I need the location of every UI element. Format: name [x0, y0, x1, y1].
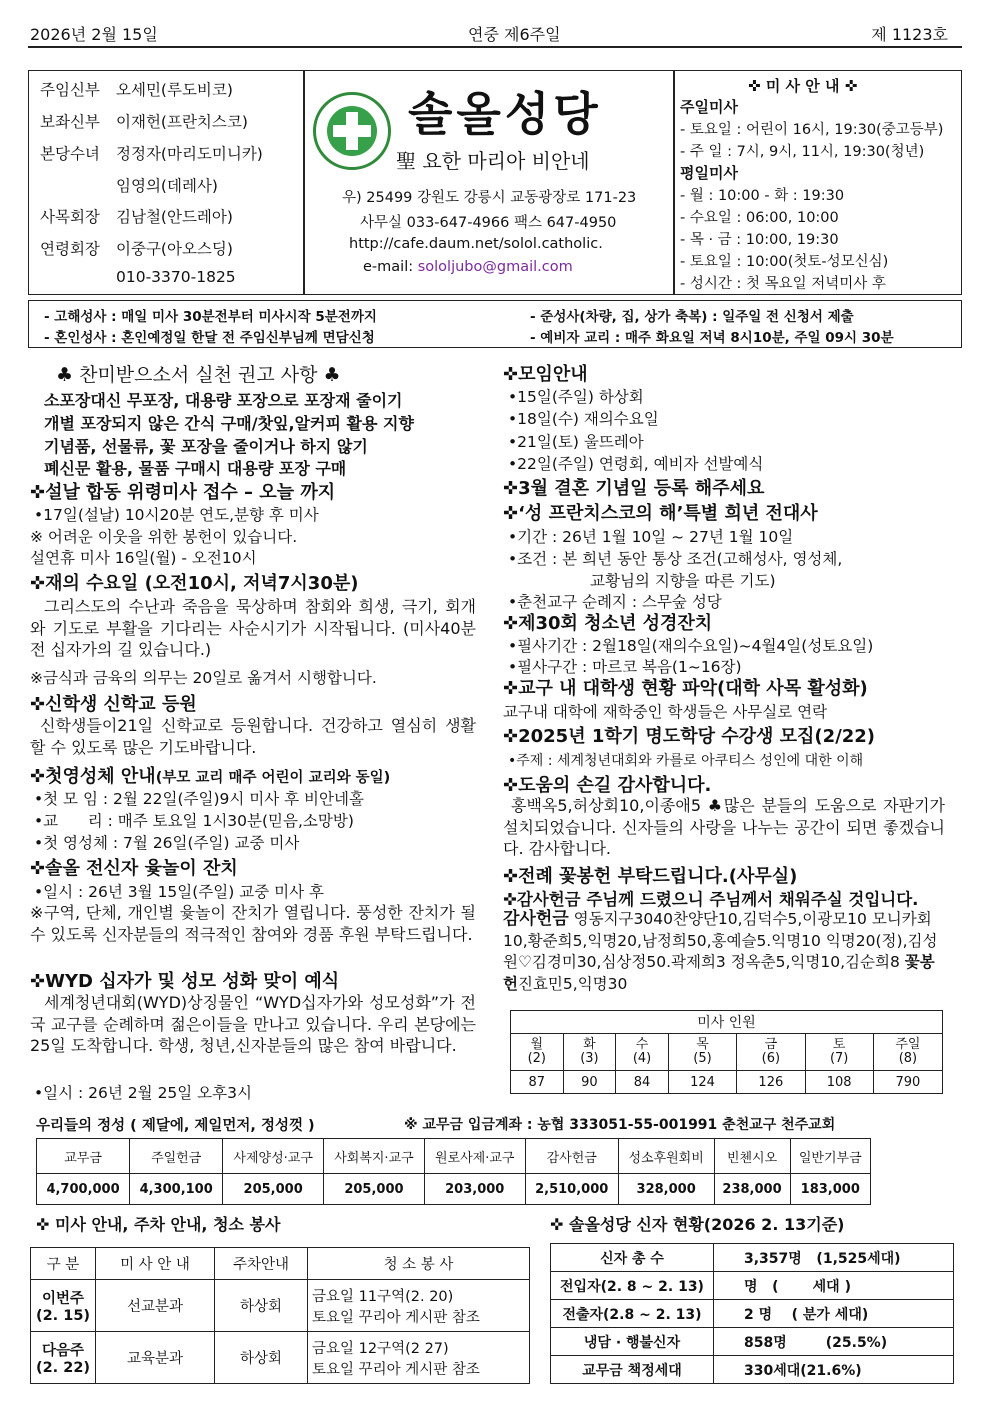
table-row: 냉담 · 행불신자 858명 (25.5%)	[551, 1328, 954, 1356]
cross-bullet-icon: ✜	[30, 694, 46, 715]
cross-bullet-icon: ✜	[30, 971, 46, 992]
thanksgiving-title: ✜감사헌금 주님께 드렸으니 주님께서 채워주실 것입니다.	[503, 890, 919, 909]
notice-marriage: - 혼인성사 : 혼인예정일 한달 전 주임신부님께 면담신청	[44, 330, 375, 346]
meeting-line: •21일(토) 울뜨레아	[508, 433, 644, 451]
table-row: 신자 총 수 3,357명 (1,525세대)	[551, 1244, 954, 1272]
lunar-mass-holiday: 설연휴 미사 16일(월) - 오전10시	[30, 549, 257, 567]
bullet-dot-icon: •	[508, 593, 518, 611]
cross-bullet-icon: ✜	[503, 775, 519, 796]
attendance-day-cell: 목 (5)	[668, 1034, 736, 1071]
ash-wednesday-body: 그리스도의 수난과 죽음을 묵상하며 참회와 희생, 극기, 회개와 기도로 부활을 기다리는 사순시기가 시작됩니다. (미사40분전 십자가의 길 있습니다.)	[30, 597, 476, 659]
offering-header-cell: 사제양성·교구	[223, 1139, 324, 1174]
attendance-day-cell: 토 (7)	[805, 1034, 873, 1071]
attendance-count-cell: 90	[563, 1071, 616, 1094]
cross-bullet-icon: ✜	[503, 364, 519, 385]
attendance-day-cell: 수 (4)	[616, 1034, 669, 1071]
laudato-line: 소포장대신 무포장, 대용량 포장으로 포장재 줄이기	[44, 391, 403, 410]
attendance-day-cell: 월 (2)	[511, 1034, 564, 1071]
membership-table	[550, 1243, 954, 1384]
bullet-dot-icon: •	[34, 790, 44, 808]
jubilee-line: 교황님의 지향을 따른 기도)	[590, 572, 776, 590]
offering-value-cell: 205,000	[223, 1174, 324, 1205]
cross-bullet-icon: ✜	[503, 890, 517, 909]
bible-festival-line: •필사구간 : 마르코 복음(1~16장)	[508, 658, 742, 676]
cross-bullet-icon: ✜	[30, 766, 46, 787]
ash-wednesday-note: ※금식과 금육의 의무는 20일로 옮겨서 시행합니다.	[30, 669, 377, 687]
cross-bullet-icon: ✜	[503, 726, 519, 747]
laudato-line: 기념품, 선물류, 꽃 포장을 줄이거나 하지 않기	[44, 437, 368, 456]
wyd-body: 세계청년대회(WYD)상징물인 “WYD십자가와 성모성화”가 전국 교구를 순례하며 젊은이들을 만나고 있습니다. 우리 본당에는 25일 도착합니다. 학생, 청년,신자분들의 많은 참여 바랍니다.	[30, 993, 476, 1055]
club-icon: ♣	[56, 364, 74, 386]
weekday-mass-line: - 토요일 : 10:00(첫토-성모신심)	[680, 254, 889, 270]
bullet-dot-icon: •	[34, 506, 44, 524]
issue-date: 2026년 2월 15일	[30, 25, 158, 44]
weekday-mass-line: - 성시간 : 첫 목요일 저녁미사 후	[680, 276, 886, 292]
jubilee-line: •춘천교구 순례지 : 스무숲 성당	[508, 593, 722, 611]
bullet-dot-icon: •	[508, 753, 517, 769]
club-icon: ♣	[707, 796, 724, 815]
parish-patron: 聖 요한 마리아 비안네	[396, 149, 590, 173]
cross-bullet-icon: ✜	[503, 678, 519, 699]
bullet-dot-icon: •	[34, 883, 44, 901]
attendance-count-cell: 84	[616, 1071, 669, 1094]
attendance-count-cell: 790	[873, 1071, 942, 1094]
jubilee-line: •조건 : 본 희년 동안 통상 조건(고해성사, 영성체,	[508, 550, 843, 568]
notice-blessing: - 준성사(차량, 집, 상가 축복) : 일주일 전 신청서 제출	[530, 309, 854, 325]
wedding-anniversary-title: ✜3월 결혼 기념일 등록 해주세요	[503, 478, 765, 499]
offering-value-cell: 4,300,100	[130, 1174, 223, 1205]
notice-confession: - 고해성사 : 매일 미사 30분전부터 미사시작 5분전까지	[44, 309, 377, 325]
staff-row: 주임신부 오세민(루도비코)	[40, 81, 233, 99]
weekday-mass-line: - 목 · 금 : 10:00, 19:30	[680, 232, 839, 248]
cross-bullet-icon: ✜	[30, 482, 46, 503]
yut-festival-line: •일시 : 26년 3월 15일(주일) 교중 미사 후	[34, 883, 324, 901]
offerings-account: ※ 교무금 입금계좌 : 농협 333051-55-001991 춘천교구 천주교회	[404, 1117, 836, 1133]
flower-offering-title: ✜전례 꽃봉헌 부탁드립니다.(사무실)	[503, 866, 798, 887]
first-communion-line: •교 리 : 매주 토요일 1시30분(믿음,소망방)	[34, 812, 354, 830]
bullet-dot-icon: •	[508, 388, 518, 406]
cross-bullet-icon: ✜	[844, 77, 858, 95]
offering-header-cell: 일반기부금	[790, 1139, 870, 1174]
yut-festival-title: ✜솔올 전신자 윷놀이 잔치	[30, 858, 238, 879]
cross-bullet-icon: ✜	[503, 613, 519, 634]
staff-row: 사목회장 김남철(안드레아)	[40, 208, 233, 226]
mass-attendance-table	[510, 1010, 943, 1094]
bullet-dot-icon: •	[34, 812, 44, 830]
myeongdo-school-title: ✜2025년 1학기 명도학당 수강생 모집(2/22)	[503, 726, 876, 747]
service-schedule-title: ✜ 미사 안내, 주차 안내, 청소 봉사	[36, 1215, 281, 1234]
table-row: 전입자(2. 8 ~ 2. 13) 명 ( 세대 )	[551, 1272, 954, 1300]
ash-wednesday-title: ✜재의 수요일 (오전10시, 저녁7시30분)	[30, 573, 359, 594]
meetings-title: ✜모임안내	[503, 364, 588, 385]
attendance-count-cell: 108	[805, 1071, 873, 1094]
staff-row: 010-3370-1825	[116, 268, 236, 286]
staff-row: 본당수녀 정정자(마리도미니카)	[40, 145, 263, 163]
laudato-line: 개별 포장되지 않은 간식 구매/찻잎,알커피 활용 지향	[44, 414, 414, 433]
university-students-line: 교구내 대학에 재학중인 학생들은 사무실로 연락	[503, 703, 828, 721]
thanks-body: 홍백옥5,허상회10,이종애5 ♣많은 분들의 도움으로 자판기가 설치되었습니다. 신자들의 사랑을 나누는 공간이 되면 좋겠습니다. 감사합니다.	[503, 796, 946, 858]
staff-row: 보좌신부 이재헌(프란치스코)	[40, 113, 248, 131]
offering-value-cell: 328,000	[618, 1174, 714, 1205]
offering-header-cell: 빈첸시오	[714, 1139, 790, 1174]
offering-value-cell: 4,700,000	[37, 1174, 130, 1205]
offering-value-cell: 2,510,000	[525, 1174, 618, 1205]
thanks-title: ✜도움의 손길 감사합니다.	[503, 775, 712, 796]
club-icon: ♣	[323, 364, 341, 386]
parish-name: 솔올성당	[408, 87, 602, 141]
cross-bullet-icon: ✜	[748, 77, 761, 95]
laudato-si-title: ♣ 찬미받으소서 실천 권고 사항 ♣	[56, 364, 341, 386]
myeongdo-school-line: •주제 : 세계청년대회와 카를로 아쿠티스 성인에 대한 이해	[508, 753, 864, 769]
mass-info-title: ✜ 미 사 안 내 ✜	[748, 77, 858, 95]
bullet-dot-icon: •	[34, 1084, 44, 1102]
seminarian-title: ✜신학생 신학교 등원	[30, 694, 197, 715]
meeting-line: •22일(주일) 연령회, 예비자 선발예식	[508, 455, 764, 473]
lunar-mass-line: •17일(설날) 10시20분 연도,분향 후 미사	[34, 506, 319, 524]
weekday-mass-line: - 월 : 10:00 - 화 : 19:30	[680, 188, 845, 204]
offering-value-cell: 183,000	[790, 1174, 870, 1205]
offering-header-cell: 사회복지·교구	[324, 1139, 425, 1174]
weekday-mass-line: - 수요일 : 06:00, 10:00	[680, 210, 839, 226]
attendance-title: 미사 인원	[511, 1011, 943, 1034]
bullet-dot-icon: •	[508, 410, 518, 428]
thanksgiving-list: 감사헌금 영동지구3040찬양단10,김덕수5,이광모10 모니카회10,황준희5,익명20,남정희50,홍예슬5.익명10 익명20(정),김성원♡김경미30,심상정50.곽제희3 정옥춘5,익명10,김순희8 꽃봉헌진효민5,익명30	[503, 909, 938, 993]
meeting-line: •15일(주일) 하상회	[508, 388, 644, 406]
staff-row: 연령회장 이중구(아오스딩)	[40, 240, 233, 258]
wyd-title: ✜WYD 십자가 및 성모 성화 맞이 예식	[30, 971, 340, 992]
cross-bullet-icon: ✜	[30, 858, 46, 879]
cross-bullet-icon: ✜	[503, 866, 519, 887]
attendance-day-cell: 주일 (8)	[873, 1034, 942, 1071]
jubilee-title: ✜‘성 프란치스코의 해’특별 희년 전대사	[503, 503, 818, 524]
offering-header-cell: 주일헌금	[130, 1139, 223, 1174]
first-communion-title: ✜첫영성체 안내(부모 교리 매주 어린이 교리와 동일)	[30, 766, 391, 787]
parish-email[interactable]: e-mail: sololjubo@gmail.com	[363, 259, 573, 275]
bible-festival-line: •필사기간 : 2월18일(재의수요일)~4월4일(성토요일)	[508, 637, 874, 655]
table-row: 전출자(2.8 ~ 2. 13) 2 명 ( 분가 세대)	[551, 1300, 954, 1328]
bullet-dot-icon: •	[508, 433, 518, 451]
attendance-day-cell: 화 (3)	[563, 1034, 616, 1071]
offerings-table	[36, 1138, 871, 1205]
lunar-new-year-mass-title: ✜설날 합동 위령미사 접수 – 오늘 까지	[30, 482, 336, 503]
offering-value-cell: 203,000	[424, 1174, 525, 1205]
cross-bullet-icon: ✜	[36, 1215, 50, 1234]
lunar-mass-note: ※ 어려운 이웃을 위한 봉헌이 있습니다.	[30, 528, 298, 546]
offering-header-cell: 감사헌금	[525, 1139, 618, 1174]
bullet-dot-icon: •	[508, 455, 518, 473]
service-schedule-table: 구 분 미 사 안 내 주차안내 청 소 봉 사 이번주 (2. 15) 선교분과 하상회 금요일 11구역(2. 20) 토요일 꾸리아 게시판 참조 다음주 (2. 22) 교육분과 하상회 금요일 12구역(2 27) 토요일 꾸리아 게시판 참조	[30, 1247, 530, 1384]
offering-value-cell: 238,000	[714, 1174, 790, 1205]
yut-festival-body: ※구역, 단체, 개인별 윷놀이 잔치가 열립니다. 풍성한 잔치가 될 수 있도록 신자분들의 적극적인 참여와 경품 후원 부탁드립니다.	[30, 903, 476, 944]
seminarian-body: 신학생들이21일 신학교로 등원합니다. 건강하고 열심히 생활 할 수 있도록 많은 기도바랍니다.	[30, 716, 476, 757]
university-students-title: ✜교구 내 대학생 현황 파악(대학 사목 활성화)	[503, 678, 868, 699]
staff-row: 임영의(데레사)	[116, 177, 218, 195]
meeting-line: •18일(수) 재의수요일	[508, 410, 659, 428]
weekday-mass-title: 평일미사	[680, 164, 738, 182]
table-row: 다음주 (2. 22) 교육분과 하상회 금요일 12구역(2 27) 토요일 꾸리아 게시판 참조	[31, 1332, 530, 1384]
membership-title: ✜ 솔올성당 신자 현황(2026 2. 13기준)	[550, 1215, 845, 1234]
attendance-count-cell: 124	[668, 1071, 736, 1094]
offering-value-cell: 205,000	[324, 1174, 425, 1205]
bullet-dot-icon: •	[508, 550, 518, 568]
attendance-count-cell: 126	[737, 1071, 805, 1094]
notice-catechumen: - 예비자 교리 : 매주 화요일 저녁 8시10분, 주일 09시 30분	[530, 330, 894, 346]
sunday-mass-title: 주일미사	[680, 98, 738, 116]
attendance-count-cell: 87	[511, 1071, 564, 1094]
issue-number: 제 1123호	[871, 25, 948, 44]
table-row: 이번주 (2. 15) 선교분과 하상회 금요일 11구역(2. 20) 토요일 꾸리아 게시판 참조	[31, 1280, 530, 1332]
bullet-dot-icon: •	[508, 528, 518, 546]
laudato-line: 폐신문 활용, 물품 구매시 대용량 포장 구매	[44, 459, 347, 478]
first-communion-line: •첫 모 임 : 2월 22일(주일)9시 미사 후 비안네홀	[34, 790, 364, 808]
offering-header-cell: 원로사제·교구	[424, 1139, 525, 1174]
parish-website[interactable]: http://cafe.daum.net/solol.catholic.	[349, 236, 603, 252]
attendance-day-cell: 금 (6)	[737, 1034, 805, 1071]
offerings-title: 우리들의 정성 ( 제달에, 제일먼저, 정성껏 )	[36, 1118, 315, 1134]
parish-address: 우) 25499 강원도 강릉시 교동광장로 171-23	[342, 190, 637, 206]
parish-phone: 사무실 033-647-4966 팩스 647-4950	[360, 215, 617, 231]
cross-bullet-icon: ✜	[30, 573, 46, 594]
table-row: 교무금 책정세대 330세대(21.6%)	[551, 1356, 954, 1384]
cross-bullet-icon: ✜	[550, 1215, 564, 1234]
bible-festival-title: ✜제30회 청소년 성경잔치	[503, 613, 713, 634]
wyd-line: •일시 : 26년 2월 25일 오후3시	[34, 1084, 252, 1102]
offering-header-cell: 교무금	[37, 1139, 130, 1174]
bullet-dot-icon: •	[508, 658, 518, 676]
first-communion-line: •첫 영성체 : 7월 26일(주일) 교중 미사	[34, 834, 300, 852]
sunday-mass-line: - 토요일 : 어린이 16시, 19:30(중고등부)	[680, 122, 944, 138]
bullet-dot-icon: •	[508, 637, 518, 655]
sunday-mass-line: - 주 일 : 7시, 9시, 11시, 19:30(청년)	[680, 144, 925, 160]
header-rule	[28, 46, 962, 48]
liturgical-week: 연중 제6주일	[468, 25, 561, 44]
cross-bullet-icon: ✜	[503, 503, 519, 524]
jubilee-line: •기간 : 26년 1월 10일 ~ 27년 1월 10일	[508, 528, 794, 546]
bullet-dot-icon: •	[34, 834, 44, 852]
offering-header-cell: 성소후원회비	[618, 1139, 714, 1174]
cross-bullet-icon: ✜	[503, 478, 519, 499]
